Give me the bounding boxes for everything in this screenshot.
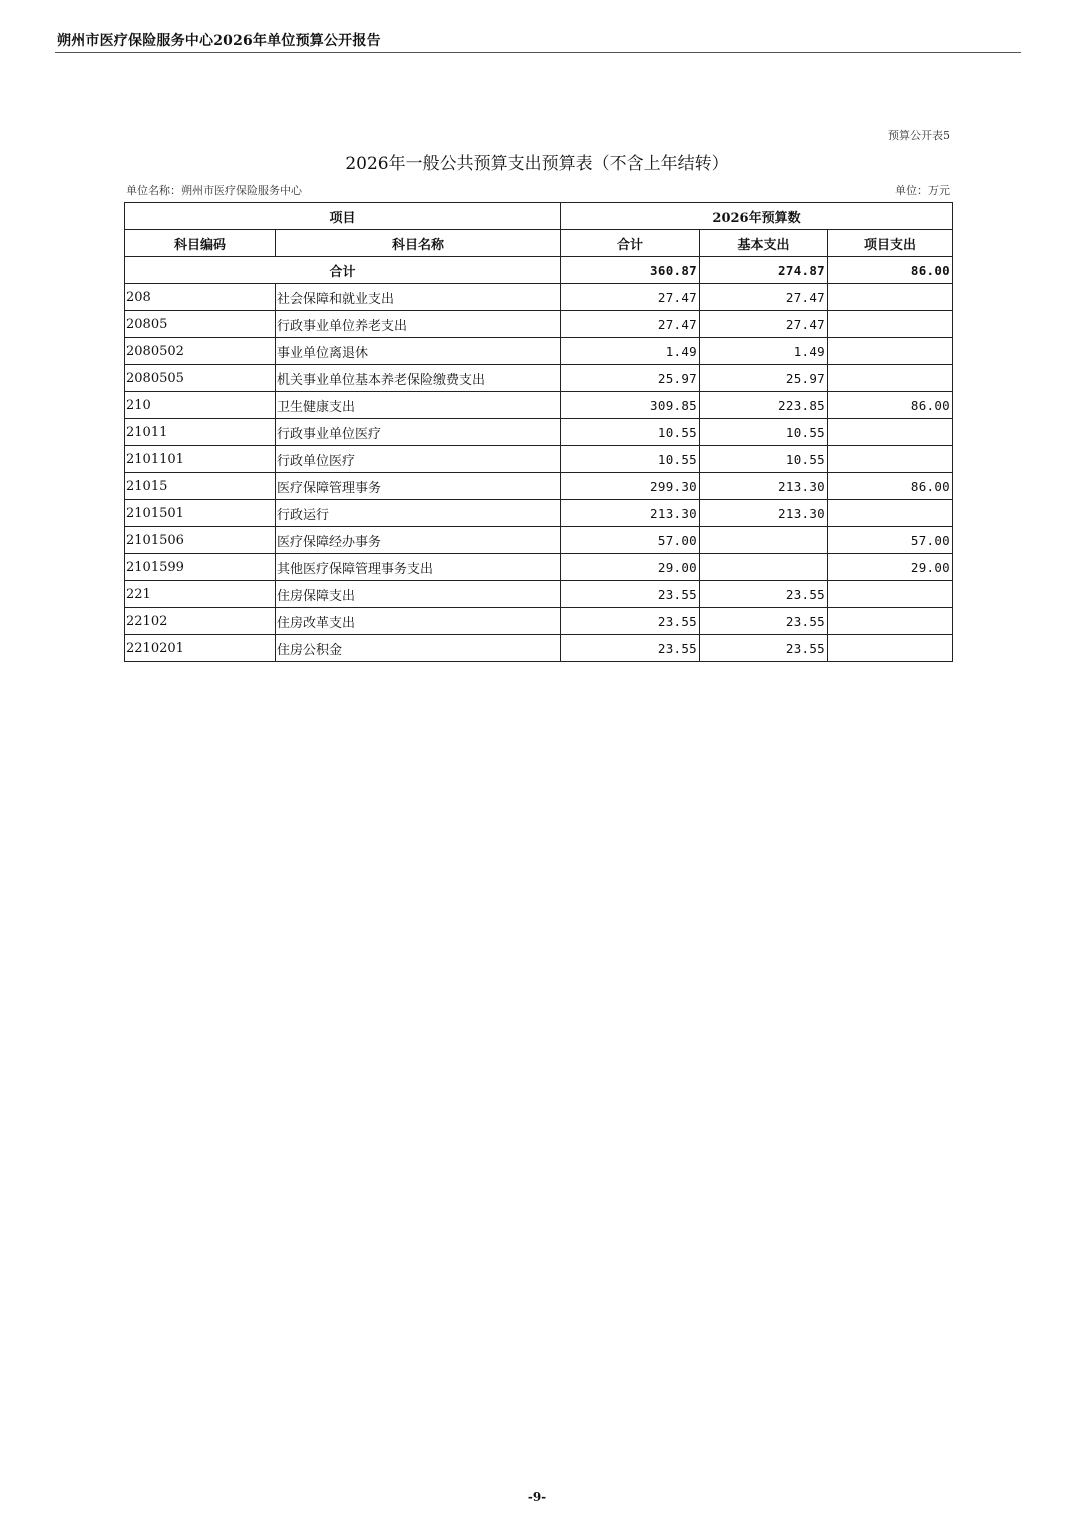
row-project: 86.00 xyxy=(828,392,953,419)
row-basic: 10.55 xyxy=(700,419,828,446)
row-project xyxy=(828,311,953,338)
row-total: 10.55 xyxy=(561,419,700,446)
row-basic: 213.30 xyxy=(700,473,828,500)
header-divider xyxy=(55,52,1021,53)
row-basic: 27.47 xyxy=(700,311,828,338)
table-row xyxy=(125,392,953,419)
row-code: 2101599 xyxy=(125,554,276,581)
row-total: 27.47 xyxy=(561,284,700,311)
table-row xyxy=(125,500,953,527)
row-code: 210 xyxy=(125,392,276,419)
row-name: 行政事业单位养老支出 xyxy=(276,311,561,338)
table-row xyxy=(125,608,953,635)
total-row xyxy=(125,257,953,284)
row-basic xyxy=(700,527,828,554)
row-name: 社会保障和就业支出 xyxy=(276,284,561,311)
row-code: 2101506 xyxy=(125,527,276,554)
row-basic: 23.55 xyxy=(700,635,828,662)
row-total: 213.30 xyxy=(561,500,700,527)
row-code: 2101101 xyxy=(125,446,276,473)
total-project: 86.00 xyxy=(828,257,953,284)
row-project xyxy=(828,419,953,446)
row-code: 208 xyxy=(125,284,276,311)
header-item-group: 项目 xyxy=(125,203,561,230)
row-total: 25.97 xyxy=(561,365,700,392)
table-row xyxy=(125,419,953,446)
row-project: 57.00 xyxy=(828,527,953,554)
row-basic: 213.30 xyxy=(700,500,828,527)
row-project xyxy=(828,500,953,527)
header-name: 科目名称 xyxy=(276,230,561,257)
row-total: 299.30 xyxy=(561,473,700,500)
row-name: 住房保障支出 xyxy=(276,581,561,608)
table-row xyxy=(125,635,953,662)
row-project xyxy=(828,581,953,608)
row-basic: 25.97 xyxy=(700,365,828,392)
row-total: 57.00 xyxy=(561,527,700,554)
table-row xyxy=(125,581,953,608)
row-name: 机关事业单位基本养老保险缴费支出 xyxy=(276,365,561,392)
table-row xyxy=(125,311,953,338)
row-total: 23.55 xyxy=(561,608,700,635)
row-code: 22102 xyxy=(125,608,276,635)
table-row xyxy=(125,473,953,500)
header-total: 合计 xyxy=(561,230,700,257)
row-name: 医疗保障管理事务 xyxy=(276,473,561,500)
total-basic: 274.87 xyxy=(700,257,828,284)
row-code: 21015 xyxy=(125,473,276,500)
row-name: 住房公积金 xyxy=(276,635,561,662)
row-code: 2210201 xyxy=(125,635,276,662)
table-row xyxy=(125,554,953,581)
table-row xyxy=(125,365,953,392)
row-total: 10.55 xyxy=(561,446,700,473)
table-row xyxy=(125,527,953,554)
row-total: 1.49 xyxy=(561,338,700,365)
table-title: 2026年一般公共预算支出预算表（不含上年结转） xyxy=(345,154,729,174)
report-header-title: 朔州市医疗保险服务中心2026年单位预算公开报告 xyxy=(57,33,381,49)
row-project xyxy=(828,284,953,311)
row-code: 2080505 xyxy=(125,365,276,392)
row-name: 行政运行 xyxy=(276,500,561,527)
row-basic: 223.85 xyxy=(700,392,828,419)
row-name: 行政事业单位医疗 xyxy=(276,419,561,446)
row-project xyxy=(828,365,953,392)
row-name: 其他医疗保障管理事务支出 xyxy=(276,554,561,581)
row-code: 20805 xyxy=(125,311,276,338)
total-sum: 360.87 xyxy=(561,257,700,284)
row-basic: 23.55 xyxy=(700,608,828,635)
row-basic: 23.55 xyxy=(700,581,828,608)
row-basic: 27.47 xyxy=(700,284,828,311)
header-row-group xyxy=(125,203,953,230)
row-name: 事业单位离退休 xyxy=(276,338,561,365)
row-project: 86.00 xyxy=(828,473,953,500)
page-number: -9- xyxy=(527,1490,547,1504)
row-name: 住房改革支出 xyxy=(276,608,561,635)
row-code: 221 xyxy=(125,581,276,608)
row-code: 2101501 xyxy=(125,500,276,527)
row-project: 29.00 xyxy=(828,554,953,581)
row-name: 卫生健康支出 xyxy=(276,392,561,419)
row-total: 27.47 xyxy=(561,311,700,338)
table-row xyxy=(125,338,953,365)
row-basic: 1.49 xyxy=(700,338,828,365)
row-project xyxy=(828,446,953,473)
row-project xyxy=(828,338,953,365)
row-total: 23.55 xyxy=(561,581,700,608)
total-label: 合计 xyxy=(125,257,561,284)
row-total: 29.00 xyxy=(561,554,700,581)
row-total: 309.85 xyxy=(561,392,700,419)
row-name: 医疗保障经办事务 xyxy=(276,527,561,554)
header-code: 科目编码 xyxy=(125,230,276,257)
row-project xyxy=(828,635,953,662)
header-row-columns xyxy=(125,230,953,257)
row-name: 行政单位医疗 xyxy=(276,446,561,473)
header-basic: 基本支出 xyxy=(700,230,828,257)
row-project xyxy=(828,608,953,635)
header-project: 项目支出 xyxy=(828,230,953,257)
row-basic: 10.55 xyxy=(700,446,828,473)
table-row xyxy=(125,446,953,473)
row-total: 23.55 xyxy=(561,635,700,662)
row-code: 21011 xyxy=(125,419,276,446)
currency-unit: 单位：万元 xyxy=(895,184,950,197)
table-row xyxy=(125,284,953,311)
unit-name: 单位名称：朔州市医疗保险服务中心 xyxy=(126,184,302,197)
table-number: 预算公开表5 xyxy=(888,129,950,142)
budget-table xyxy=(124,202,953,662)
header-budget-group: 2026年预算数 xyxy=(561,203,953,230)
row-basic xyxy=(700,554,828,581)
row-code: 2080502 xyxy=(125,338,276,365)
